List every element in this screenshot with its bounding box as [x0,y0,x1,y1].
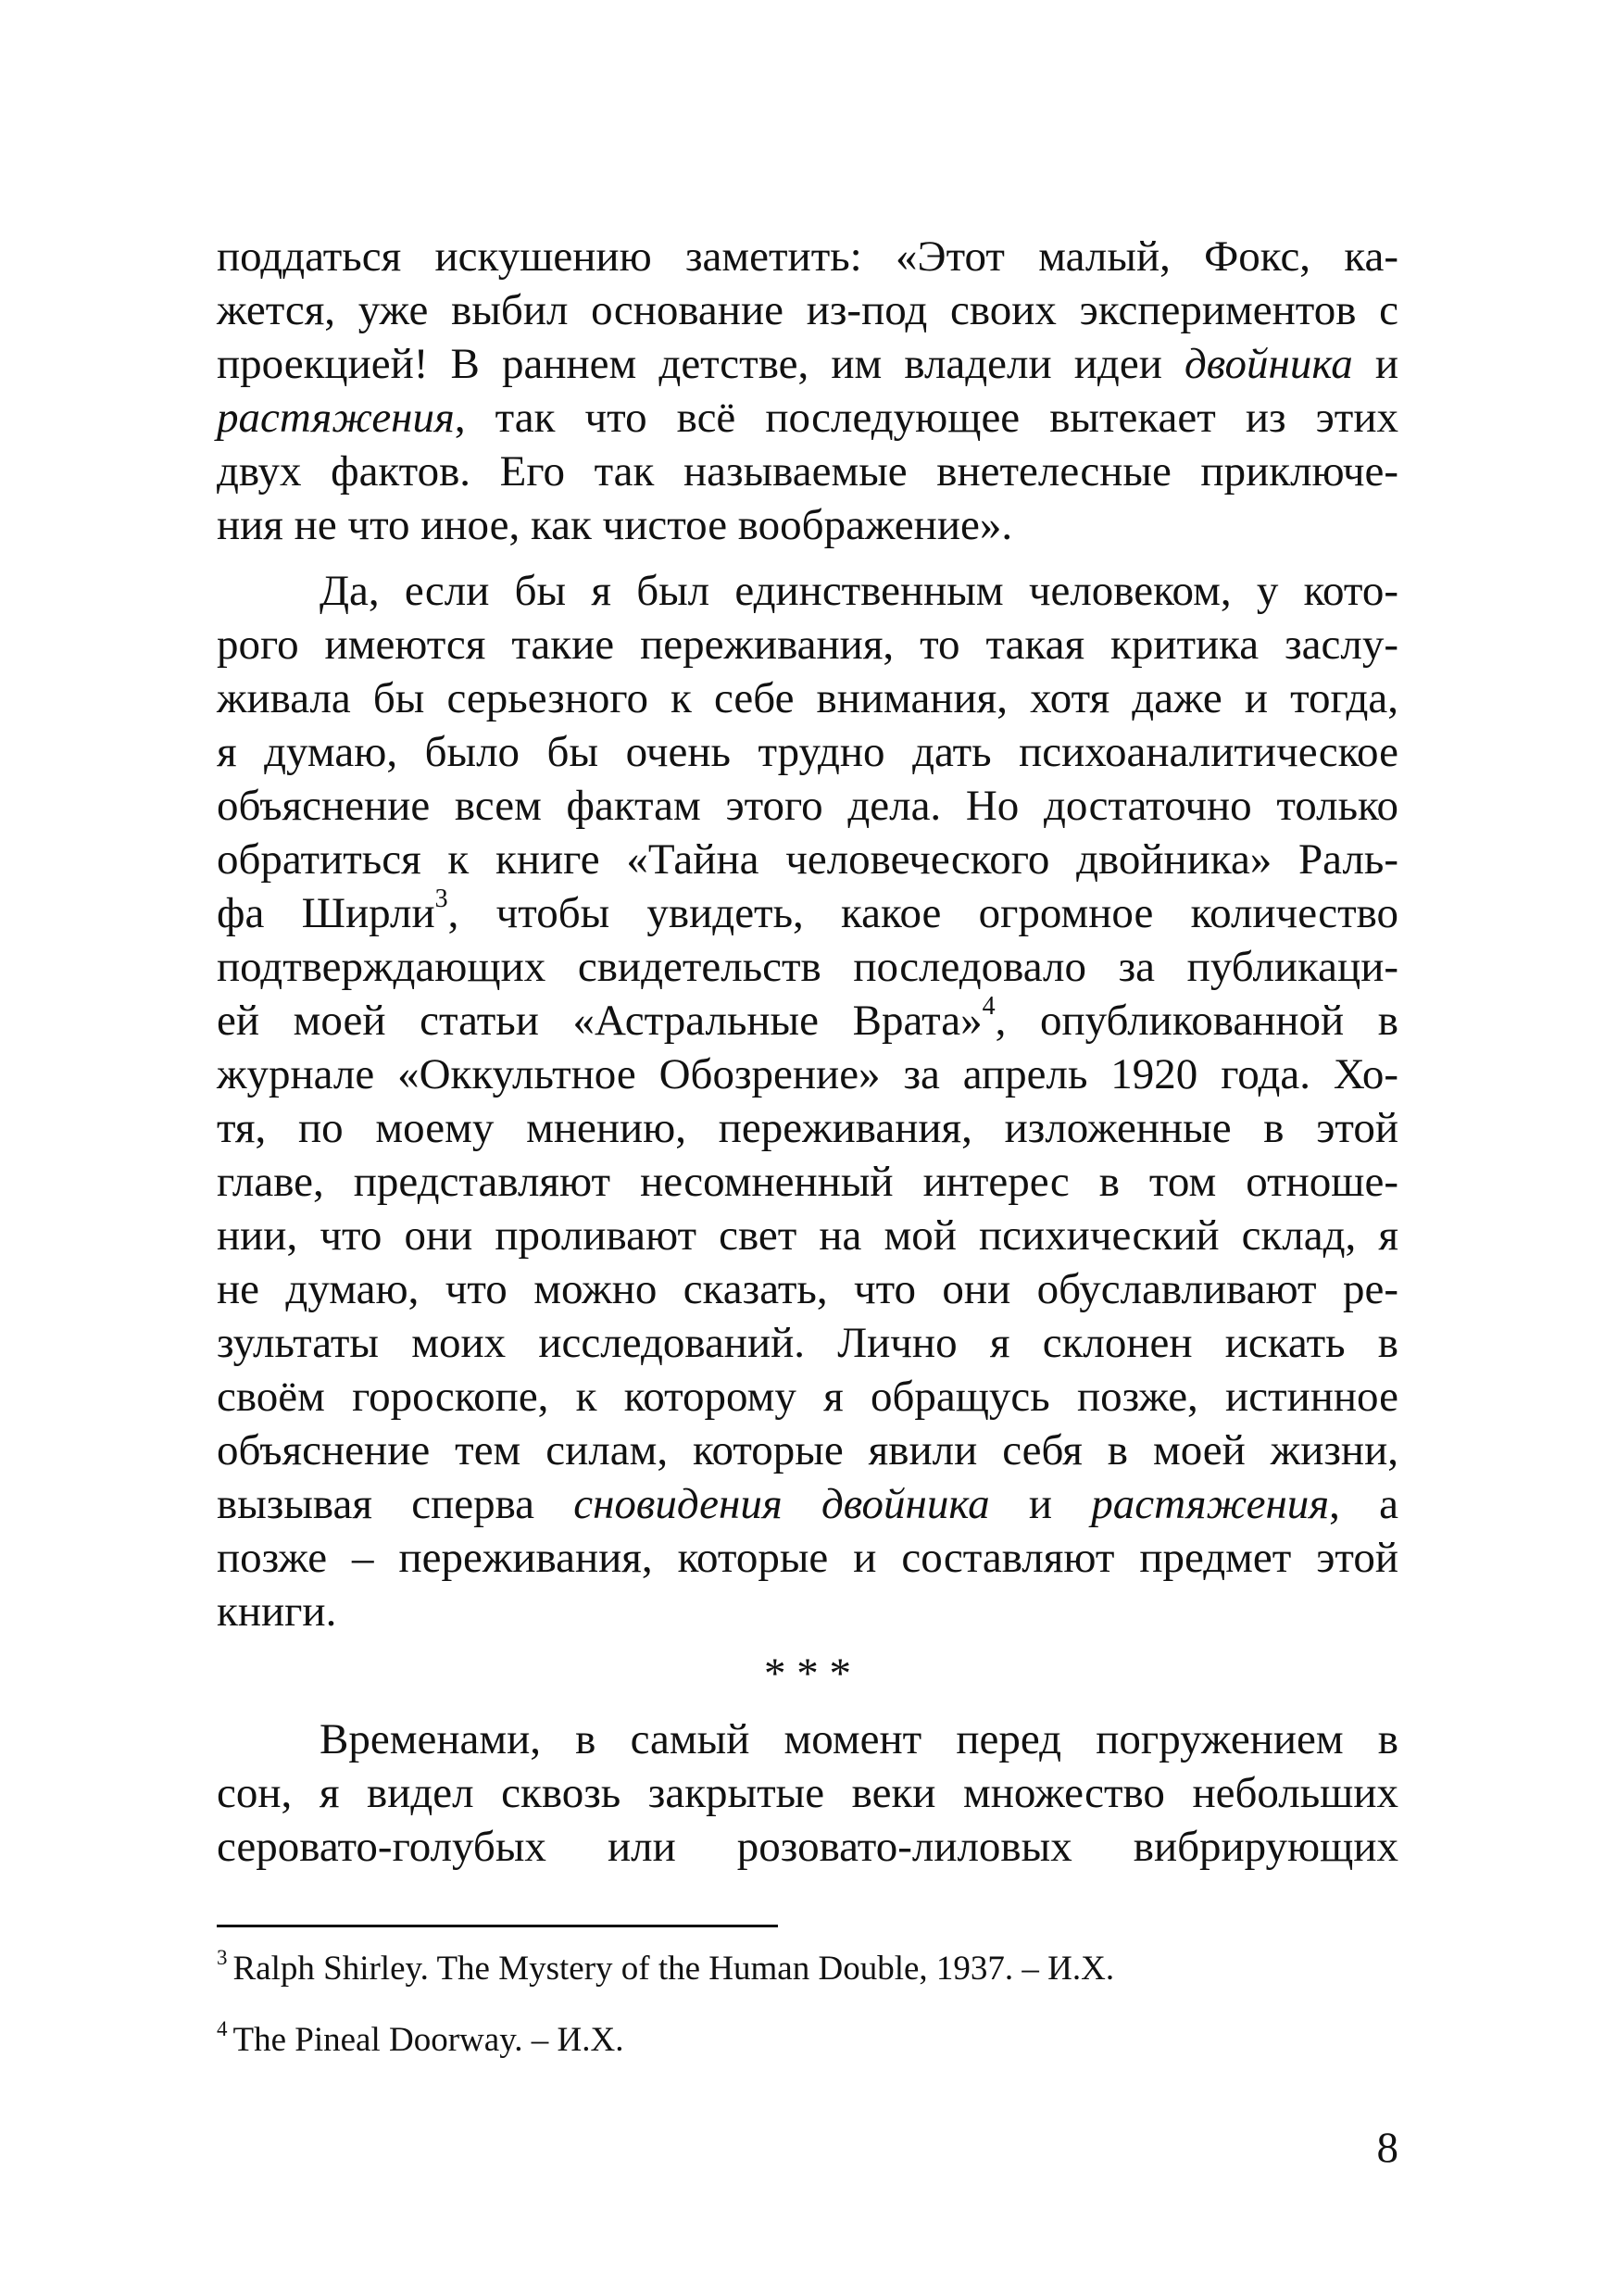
footnote-divider [217,1925,778,1927]
text-span: фа Ширли [217,889,435,937]
text-line [217,1477,1398,1531]
section-separator: * * * [764,1650,851,1698]
text-line: серовато-голубых или розовато-лиловых вибрирующих [217,1823,1398,1871]
text-line: сон, я видел сквозь закрытые веки множество небольших [217,1769,1398,1817]
page-number: 8 [1376,2124,1398,2172]
text-line: не думаю, что можно сказать, что они обуславливают ре- [217,1265,1398,1313]
text-line: позже – переживания, которые и составляют предмет этой [217,1534,1398,1582]
text-line: объяснение тем силам, которые явили себя в моей жизни, [217,1426,1398,1474]
text-span: , чтобы увидеть, какое огромное количество [447,889,1398,937]
footnote-text: The Pineal Doorway. – И.Х. [232,2021,624,2059]
footnote-text: Ralph Shirley. The Mystery of the Human Double, 1937. – И.Х. [232,1950,1115,1988]
footnote [217,2019,1398,2062]
text-line: объяснение всем фактам этого дела. Но достаточно только [217,782,1398,830]
footnote-ref: 4 [982,992,996,1021]
text-line: жется, уже выбил основание из-под своих экспериментов с [217,286,1398,334]
text-line: Да, если бы я был единственным человеком, у кото- [320,567,1398,615]
italic-term: растяжения [217,394,455,442]
text-line: тя, по моему мнению, переживания, изложенные в этой [217,1104,1398,1152]
text-line: живала бы серьезного к себе внимания, хотя даже и тогда, [217,674,1398,722]
text-span: и [989,1480,1092,1528]
text-line [217,391,1398,445]
text-line [217,994,1398,1048]
text-span: ей моей статьи «Астральные Врата» [217,997,983,1045]
text-line: я думаю, было бы очень трудно дать психоаналитическое [217,728,1398,776]
text-line: поддаться искушению заметить: «Этот малый, Фокс, ка- [217,232,1398,281]
text-line: главе, представляют несомненный интерес в том отноше- [217,1158,1398,1206]
text-line: нии, что они проливают свет на мой психический склад, я [217,1211,1398,1260]
text-line: подтверждающих свидетельств последовало за публикаци- [217,943,1398,991]
text-line: двух фактов. Его так называемые внетелесные приключе- [217,447,1398,496]
text-line: Временами, в самый момент перед погружением в [320,1715,1398,1763]
italic-term: двойника [1185,340,1353,388]
text-line [217,886,1398,940]
italic-term: сновидения двойника [573,1480,990,1528]
text-line: книги. [217,1587,337,1636]
footnote-marker: 4 [217,2017,228,2040]
text-line: зультаты моих исследований. Лично я склонен искать в [217,1319,1398,1367]
italic-term: растяжения [1091,1480,1330,1528]
text-line: журнале «Оккультное Обозрение» за апрель 1920 года. Хо- [217,1050,1398,1098]
text-span: , опубликованной в [995,997,1398,1045]
text-span: , а [1329,1480,1398,1528]
text-line: рого имеются такие переживания, то такая критика заслу- [217,621,1398,669]
footnote [217,1948,1398,1990]
text-span: вызывая сперва [217,1480,574,1528]
text-span: и [1352,340,1398,388]
text-span: проекцией! В раннем детстве, им владели идеи [217,340,1185,388]
text-line: своём гороскопе, к которому я обращусь позже, истинное [217,1373,1398,1421]
text-span: , так что всё последующее вытекает из этих [454,394,1398,442]
text-line: ния не что иное, как чистое воображение». [217,501,1013,549]
footnote-ref: 3 [434,885,448,913]
text-line [217,337,1398,391]
text-line: обратиться к книге «Тайна человеческого двойника» Раль- [217,835,1398,884]
footnote-marker: 3 [217,1946,228,1969]
